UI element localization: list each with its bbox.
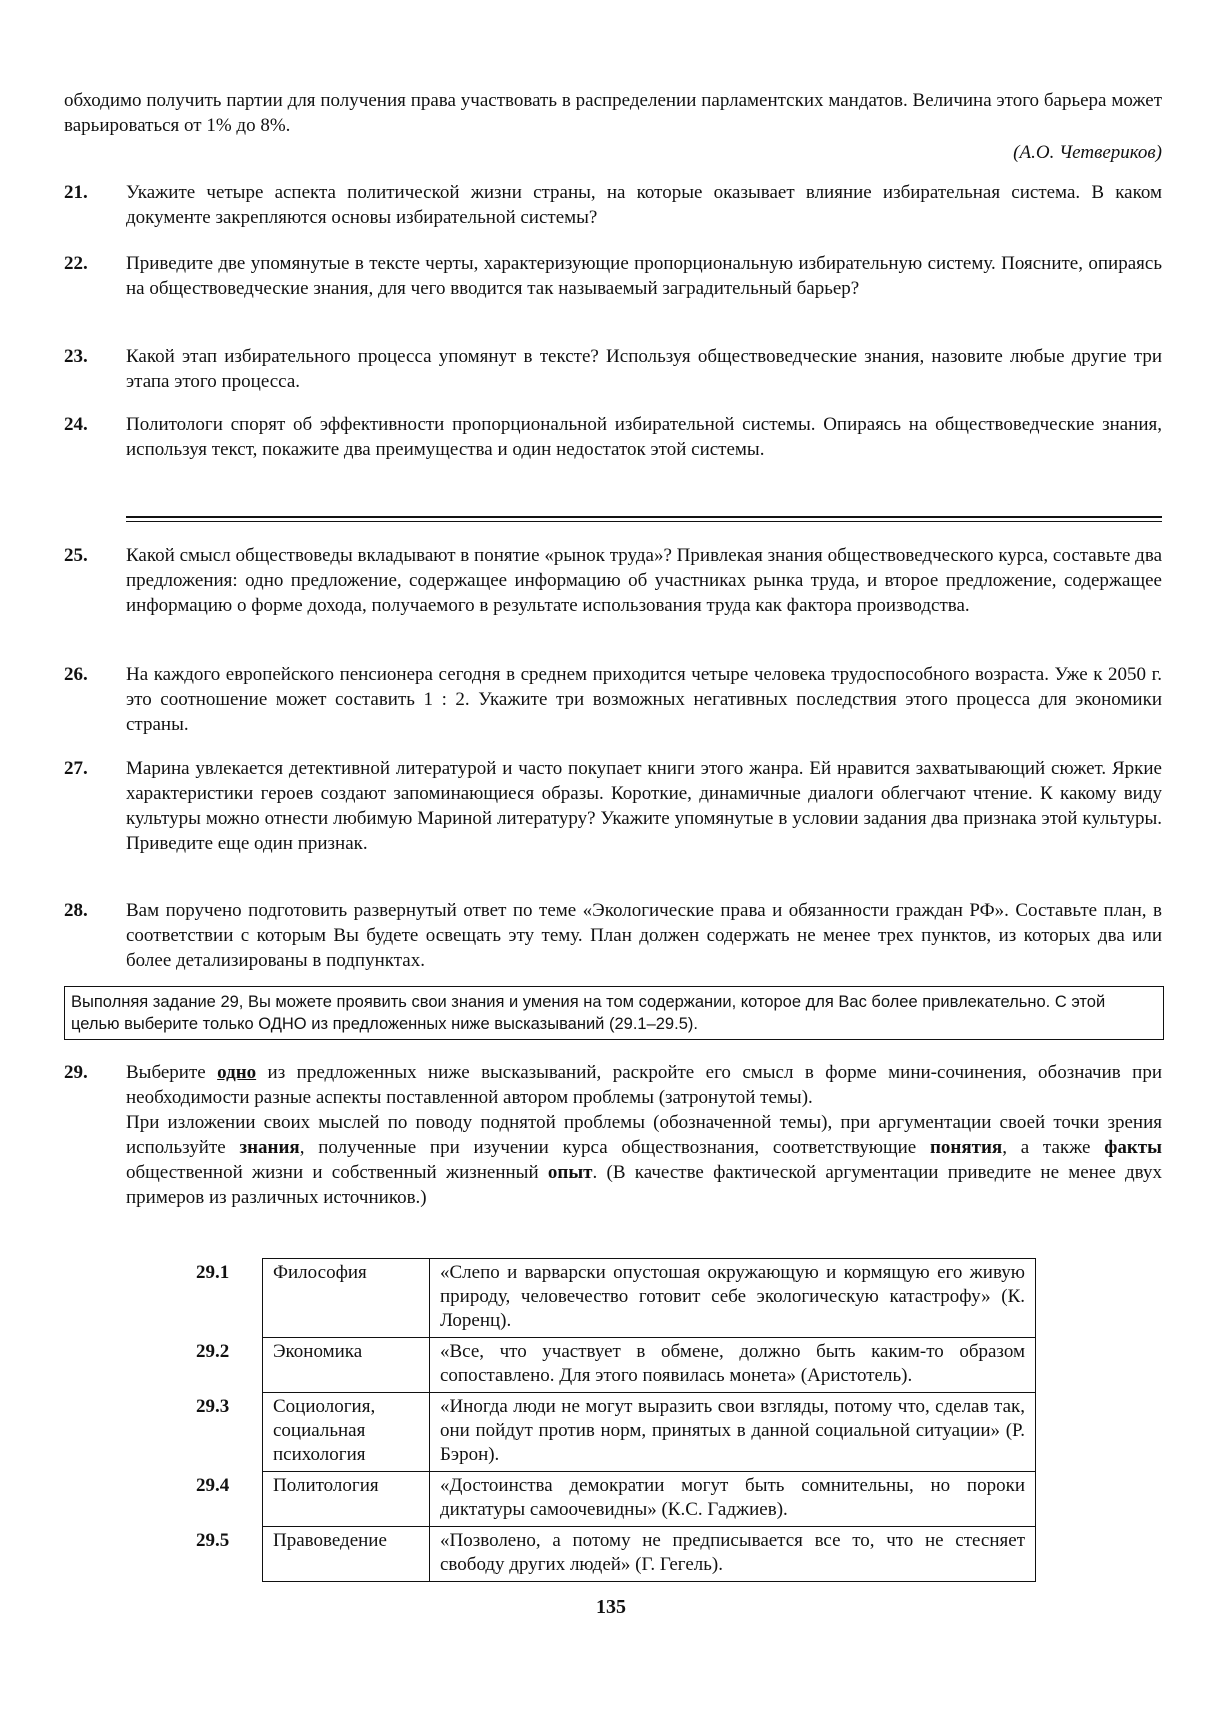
quote-field: Философия — [263, 1259, 430, 1338]
q29-text-b: из предложенных ниже высказываний, раскройте его смысл в форме мини-сочинения, обозначив при необходимости разные аспекты поставленной автором проблемы (затронутой темы). — [126, 1062, 1162, 1108]
question-21 — [64, 180, 1162, 230]
quote-number: 29.3 — [196, 1395, 230, 1417]
quote-text: «Позволено, а потому не предписывается все то, что не стесняет свободу других людей» (Г. Гегель). — [430, 1527, 1036, 1582]
instruction-box: Выполняя задание 29, Вы можете проявить свои знания и умения на том содержании, которое для Вас более привлекательно. С этой целью выберите только ОДНО из предложенных ниже высказываний (29.1–29.5). — [64, 986, 1164, 1040]
q29-text-c: При изложении своих мыслей по поводу поднятой проблемы (обозначенной темы), при аргументации своей точки зрения используйте — [126, 1112, 1162, 1158]
quote-number: 29.4 — [196, 1474, 230, 1496]
intro-author: (А.О. Четвериков) — [1013, 142, 1162, 163]
quote-field: Социология, социальная психология — [263, 1393, 430, 1472]
question-text: Укажите четыре аспекта политической жизни страны, на которые оказывает влияние избирательная система. В каком документе закрепляются основы избирательной системы? — [126, 182, 1162, 228]
question-text: Политологи спорят об эффективности пропорциональной избирательной системы. Опираясь на обществоведческие знания, используя текст, покажите два преимущества и один недостаток этой системы. — [126, 414, 1162, 460]
table-row — [196, 1472, 1036, 1527]
quote-text: «Достоинства демократии могут быть сомнительны, но пороки диктатуры самоочевидны» (К.С. Гаджиев). — [430, 1472, 1036, 1527]
question-number: 27. — [64, 758, 88, 779]
table-row — [196, 1338, 1036, 1393]
question-number: 26. — [64, 664, 88, 685]
quote-field: Политология — [263, 1472, 430, 1527]
q29-keyword-knowledge: знания — [239, 1137, 300, 1158]
question-number: 29. — [64, 1062, 88, 1083]
quote-field: Экономика — [263, 1338, 430, 1393]
quote-number: 29.5 — [196, 1529, 230, 1551]
q29-keyword-concepts: понятия — [929, 1137, 1003, 1158]
section-divider — [126, 516, 1162, 522]
quotes-table — [196, 1258, 1036, 1582]
question-number: 24. — [64, 414, 88, 435]
quote-number: 29.2 — [196, 1340, 230, 1362]
question-text: На каждого европейского пенсионера сегодня в среднем приходится четыре человека трудоспособного возраста. Уже к 2050 г. это соотношение может составить 1 : 2. Укажите три возможных негативных последствия этого процесса для экономики страны. — [126, 664, 1162, 735]
q29-keyword-facts: факты — [1104, 1137, 1162, 1158]
q29-emphasis-one: одно — [217, 1062, 257, 1083]
quote-number: 29.1 — [196, 1261, 230, 1283]
question-number: 25. — [64, 545, 88, 566]
question-text: Какой этап избирательного процесса упомянут в тексте? Используя обществоведческие знания, назовите любые другие три этапа этого процесса. — [126, 346, 1162, 392]
q29-text-g: . (В качестве фактической аргументации приведите не менее двух примеров из различных источников.) — [126, 1162, 1162, 1208]
quote-text: «Иногда люди не могут выразить свои взгляды, потому что, сделав так, они пойдут против норм, принятых в данной социальной ситуации» (Р. Бэрон). — [430, 1393, 1036, 1472]
question-number: 21. — [64, 182, 88, 203]
question-text — [126, 1060, 1162, 1210]
quote-text: «Слепо и варварски опустошая окружающую и кормящую его живую природу, человечество готовит себе экологическую катастрофу» (К. Лоренц). — [430, 1259, 1036, 1338]
q29-instructions — [126, 1110, 1162, 1210]
question-number: 23. — [64, 346, 88, 367]
q29-text-a: Выберите — [126, 1062, 218, 1083]
question-number: 22. — [64, 253, 88, 274]
q29-text-d: , полученные при изучении курса обществознания, соответствующие — [299, 1137, 930, 1158]
question-text: Приведите две упомянутые в тексте черты, характеризующие пропорциональную избирательную систему. Поясните, опираясь на обществоведческие знания, для чего вводится так называемый заградительный барьер? — [126, 253, 1162, 299]
question-number: 28. — [64, 900, 88, 921]
question-23 — [64, 344, 1162, 394]
quote-text: «Все, что участвует в обмене, должно быть каким-то образом сопоставлено. Для этого появилась монета» (Аристотель). — [430, 1338, 1036, 1393]
q29-keyword-experience: опыт — [547, 1162, 593, 1183]
question-28 — [64, 898, 1162, 973]
intro-paragraph: обходимо получить партии для получения права участвовать в распределении парламентских мандатов. Величина этого барьера может варьироваться от 1% до 8%. — [64, 90, 1162, 136]
question-25 — [64, 543, 1162, 618]
question-22 — [64, 251, 1162, 301]
question-29 — [64, 1060, 1162, 1210]
quote-field: Правоведение — [263, 1527, 430, 1582]
question-27 — [64, 756, 1162, 856]
question-text: Марина увлекается детективной литературой и часто покупает книги этого жанра. Ей нравится захватывающий сюжет. Яркие характеристики героев создают запоминающиеся образы. Короткие, динамичные диалоги облегчают чтение. К какому виду культуры можно отнести любимую Мариной литературу? Укажите упомянутые в условии задания два признака этой культуры. Приведите еще один признак. — [126, 758, 1162, 854]
table-row — [196, 1393, 1036, 1472]
question-26 — [64, 662, 1162, 737]
page-number: 135 — [596, 1596, 626, 1618]
table-row — [196, 1259, 1036, 1338]
question-24 — [64, 412, 1162, 462]
question-text: Вам поручено подготовить развернутый ответ по теме «Экологические права и обязанности граждан РФ». Составьте план, в соответствии с которым Вы будете освещать эту тему. План должен содержать не менее трех пунктов, из которых два или более детализированы в подпунктах. — [126, 900, 1162, 971]
table-row — [196, 1527, 1036, 1582]
question-text: Какой смысл обществоведы вкладывают в понятие «рынок труда»? Привлекая знания обществоведческого курса, составьте два предложения: одно предложение, содержащее информацию об участниках рынка труда, и второе предложение, содержащее информацию о форме дохода, получаемого в результате использования труда как фактора производства. — [126, 545, 1162, 616]
q29-text-e: , а также — [1002, 1137, 1105, 1158]
q29-text-f: общественной жизни и собственный жизненный — [126, 1162, 548, 1183]
